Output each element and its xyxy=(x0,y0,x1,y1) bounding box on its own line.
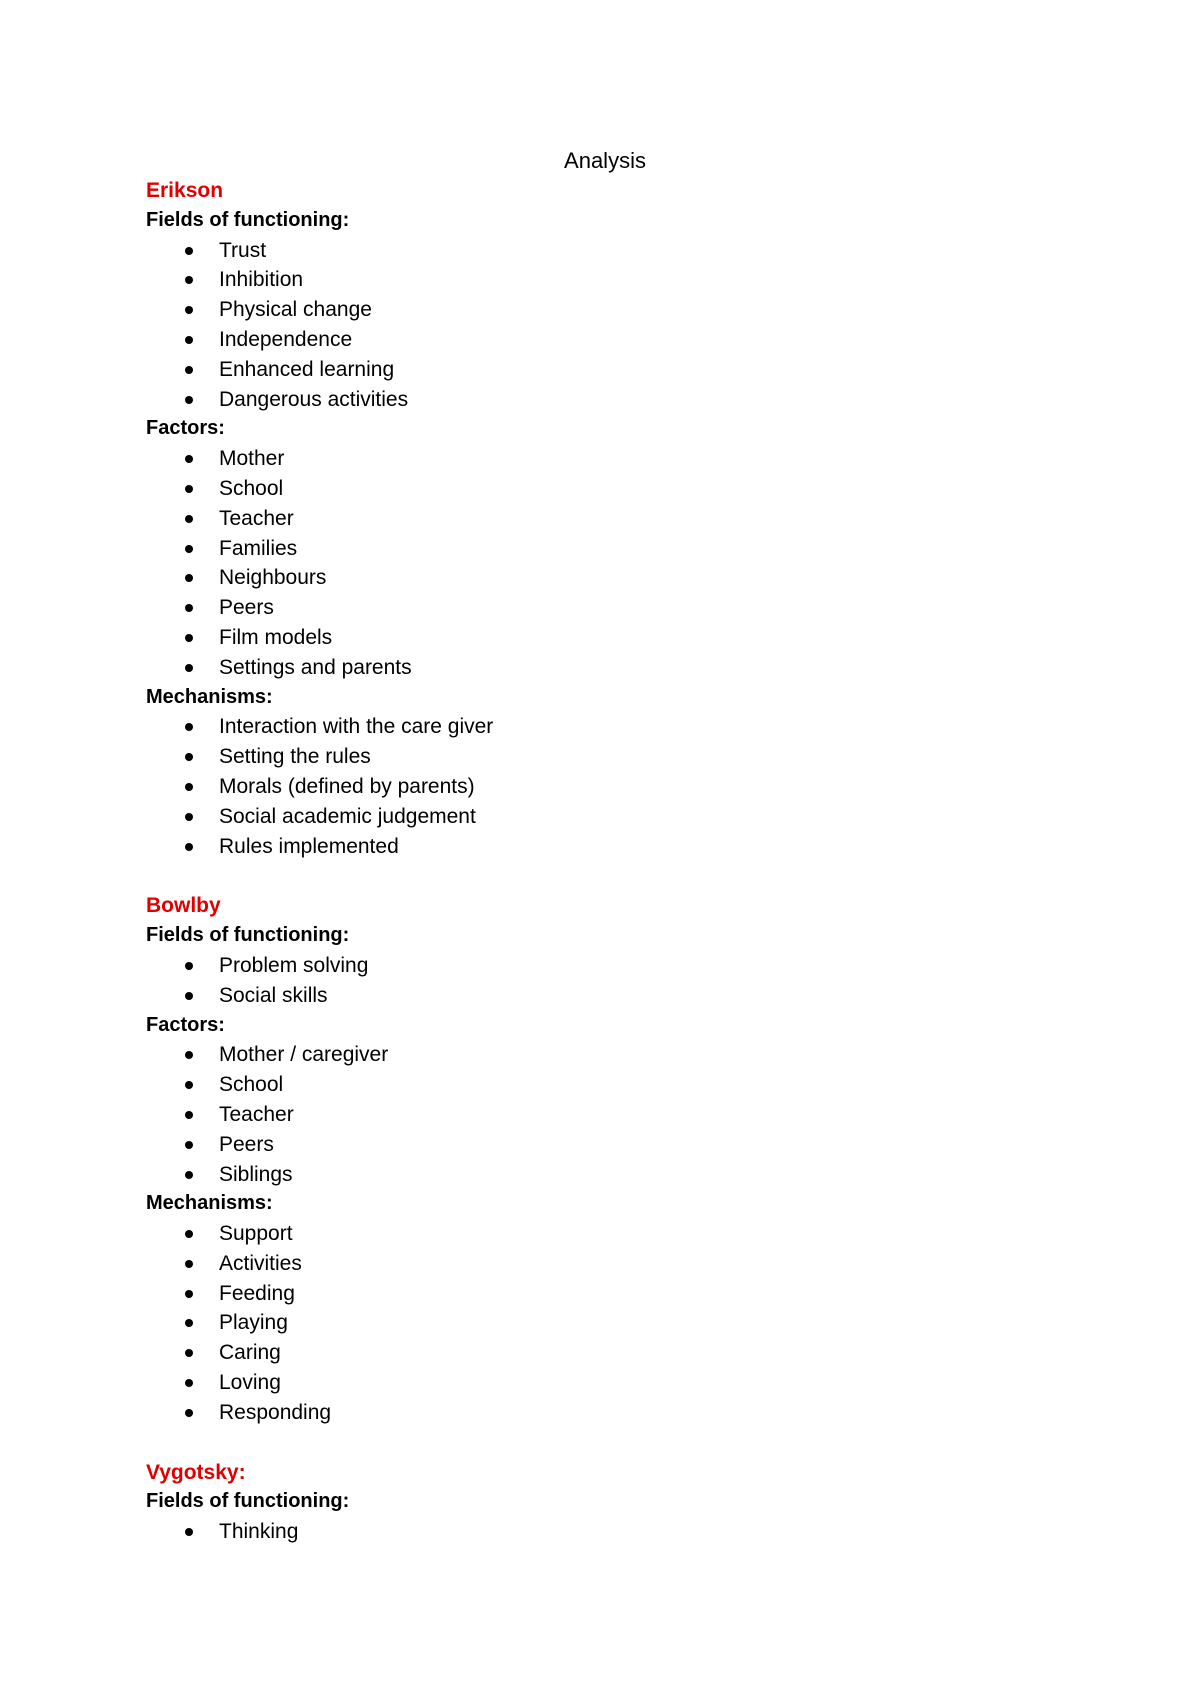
list-item xyxy=(146,951,1046,981)
list-item xyxy=(146,712,1046,742)
bullet-list xyxy=(146,1219,1046,1428)
list-item xyxy=(146,236,1046,266)
bullet-list xyxy=(146,444,1046,682)
bullet-icon xyxy=(185,843,193,851)
group-label: Fields of functioning: xyxy=(146,924,350,947)
bullet-icon xyxy=(185,1171,193,1179)
bullet-icon xyxy=(185,1111,193,1119)
list-item xyxy=(146,444,1046,474)
list-item xyxy=(146,1100,1046,1130)
bullet-icon xyxy=(185,634,193,642)
bullet-list xyxy=(146,236,1046,415)
list-item-text: Mother xyxy=(219,447,285,471)
bullet-icon xyxy=(185,1290,193,1298)
list-item-text: Thinking xyxy=(219,1520,299,1544)
group-label: Fields of functioning: xyxy=(146,1490,350,1513)
list-item-text: Feeding xyxy=(219,1281,295,1305)
bullet-icon xyxy=(185,1528,193,1536)
list-item xyxy=(146,1368,1046,1398)
list-item-text: Peers xyxy=(219,1132,274,1156)
list-item-text: Dangerous activities xyxy=(219,387,409,411)
bullet-icon xyxy=(185,783,193,791)
list-item-text: Interaction with the care giver xyxy=(219,715,494,739)
list-item-text: Enhanced learning xyxy=(219,357,395,381)
section-heading: Erikson xyxy=(146,179,224,202)
list-item-text: Film models xyxy=(219,625,333,649)
list-item-text: Activities xyxy=(219,1251,302,1275)
bullet-icon xyxy=(185,485,193,493)
list-item-text: Peers xyxy=(219,596,274,620)
list-item xyxy=(146,325,1046,355)
list-item-text: Inhibition xyxy=(219,268,304,292)
list-item xyxy=(146,1308,1046,1338)
bullet-icon xyxy=(185,962,193,970)
bullet-icon xyxy=(185,574,193,582)
bullet-list xyxy=(146,951,1046,1011)
bullet-list xyxy=(146,1517,1046,1547)
list-item-text: Social skills xyxy=(219,983,328,1007)
list-item-text: Siblings xyxy=(219,1162,293,1186)
bullet-icon xyxy=(185,1141,193,1149)
bullet-icon xyxy=(185,276,193,284)
list-item-text: Settings and parents xyxy=(219,655,412,679)
list-item-text: Caring xyxy=(219,1341,281,1365)
list-item-text: Responding xyxy=(219,1400,332,1424)
list-item xyxy=(146,504,1046,534)
bullet-icon xyxy=(185,545,193,553)
list-item xyxy=(146,1398,1046,1428)
group-label: Factors: xyxy=(146,417,225,440)
list-item-text: Support xyxy=(219,1222,293,1246)
list-item-text: Playing xyxy=(219,1311,288,1335)
list-item xyxy=(146,1070,1046,1100)
bullet-icon xyxy=(185,336,193,344)
list-item xyxy=(146,1517,1046,1547)
list-item xyxy=(146,355,1046,385)
list-item xyxy=(146,265,1046,295)
list-item xyxy=(146,563,1046,593)
list-item-text: School xyxy=(219,476,284,500)
document-content xyxy=(146,176,1046,1547)
bullet-icon xyxy=(185,1319,193,1327)
list-item-text: Setting the rules xyxy=(219,745,371,769)
list-item xyxy=(146,1338,1046,1368)
list-item-text: Problem solving xyxy=(219,953,369,977)
list-item-text: Loving xyxy=(219,1371,281,1395)
list-item-text: Morals (defined by parents) xyxy=(219,774,475,798)
section-heading: Bowlby xyxy=(146,894,221,918)
bullet-icon xyxy=(185,1409,193,1417)
list-item-text: Social academic judgement xyxy=(219,804,476,828)
group-label: Mechanisms: xyxy=(146,685,273,708)
bullet-icon xyxy=(185,1349,193,1357)
list-item xyxy=(146,474,1046,504)
group-label: Mechanisms: xyxy=(146,1192,273,1215)
bullet-icon xyxy=(185,366,193,374)
list-item-text: Neighbours xyxy=(219,566,327,590)
bullet-icon xyxy=(185,1051,193,1059)
section-2 xyxy=(146,1458,1046,1547)
section-0 xyxy=(146,176,1046,861)
list-item xyxy=(146,385,1046,415)
bullet-icon xyxy=(185,1081,193,1089)
list-item-text: Trust xyxy=(219,238,267,262)
bullet-icon xyxy=(185,515,193,523)
list-item xyxy=(146,1040,1046,1070)
list-item xyxy=(146,802,1046,832)
list-item xyxy=(146,1249,1046,1279)
list-item xyxy=(146,981,1046,1011)
bullet-icon xyxy=(185,1230,193,1238)
list-item xyxy=(146,1130,1046,1160)
bullet-icon xyxy=(185,723,193,731)
section-1 xyxy=(146,891,1046,1427)
list-item xyxy=(146,772,1046,802)
bullet-icon xyxy=(185,813,193,821)
list-item xyxy=(146,742,1046,772)
list-item-text: Mother / caregiver xyxy=(219,1043,389,1067)
bullet-icon xyxy=(185,1260,193,1268)
bullet-icon xyxy=(185,396,193,404)
list-item-text: Families xyxy=(219,536,298,560)
group-label: Factors: xyxy=(146,1013,225,1036)
bullet-icon xyxy=(185,306,193,314)
list-item-text: Teacher xyxy=(219,506,294,530)
bullet-icon xyxy=(185,604,193,612)
list-item-text: School xyxy=(219,1073,284,1097)
bullet-icon xyxy=(185,455,193,463)
bullet-icon xyxy=(185,753,193,761)
list-item xyxy=(146,534,1046,564)
list-item xyxy=(146,653,1046,683)
list-item xyxy=(146,593,1046,623)
bullet-icon xyxy=(185,664,193,672)
list-item-text: Physical change xyxy=(219,298,372,322)
list-item xyxy=(146,1279,1046,1309)
group-label: Fields of functioning: xyxy=(146,208,350,231)
list-item xyxy=(146,1219,1046,1249)
list-item xyxy=(146,832,1046,862)
bullet-list xyxy=(146,712,1046,861)
bullet-icon xyxy=(185,247,193,255)
document-title: Analysis xyxy=(564,148,646,173)
bullet-icon xyxy=(185,1379,193,1387)
list-item xyxy=(146,295,1046,325)
bullet-icon xyxy=(185,992,193,1000)
list-item-text: Independence xyxy=(219,327,353,351)
list-item-text: Teacher xyxy=(219,1102,294,1126)
section-heading: Vygotsky: xyxy=(146,1460,246,1484)
list-item xyxy=(146,1160,1046,1190)
list-item xyxy=(146,623,1046,653)
bullet-list xyxy=(146,1040,1046,1189)
list-item-text: Rules implemented xyxy=(219,834,399,858)
